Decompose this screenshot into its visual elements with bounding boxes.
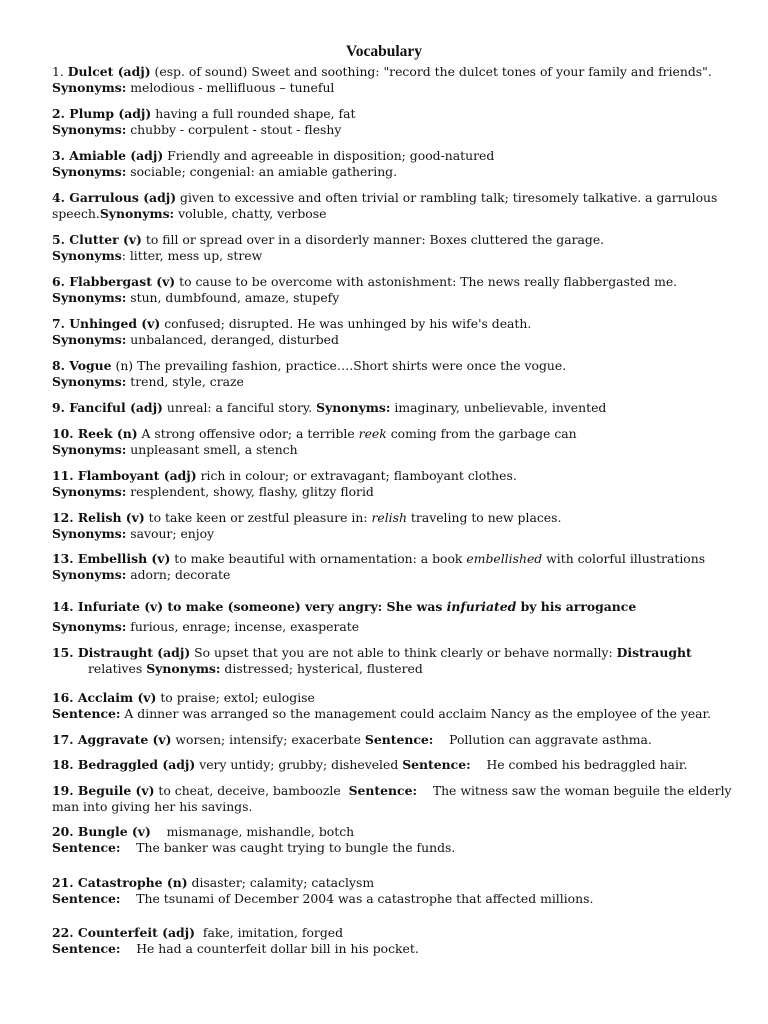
vocab-entry-relish: 12. Relish (v) to take keen or zestful pleasure in: relish traveling to new places. Synonyms: savour; enjoy xyxy=(52,510,562,541)
vocab-entry-amiable: 3. Amiable (adj) Friendly and agreeable in disposition; good-natured Synonyms: sociable; congenial: an amiable gathering. xyxy=(52,148,495,179)
vocab-entry-dulcet: 1. Dulcet (adj) (esp. of sound) Sweet and soothing: "record the dulcet tones of your family and friends". Synonyms: melodious - mellifluous – tuneful xyxy=(52,64,712,95)
vocab-entry-unhinged: 7. Unhinged (v) confused; disrupted. He was unhinged by his wife's death. Synonyms: unbalanced, deranged, disturbed xyxy=(52,316,532,347)
vocab-entry-bedraggled: 18. Bedraggled (adj) very untidy; grubby; disheveled Sentence: He combed his bedraggled hair. xyxy=(52,757,688,772)
vocab-entry-beguile: 19. Beguile (v) to cheat, deceive, bamboozle Sentence: The witness saw the woman beguile the elderly man into giving her his savings. xyxy=(52,783,732,814)
vocab-entry-counterfeit: 22. Counterfeit (adj) fake, imitation, forged Sentence: He had a counterfeit dollar bill in his pocket. xyxy=(52,925,419,956)
vocab-entry-clutter: 5. Clutter (v) to fill or spread over in a disorderly manner: Boxes cluttered the garage. Synonyms: litter, mess up, strew xyxy=(52,232,605,263)
vocab-entry-vogue: 8. Vogue (n) The prevailing fashion, practice….Short shirts were once the vogue. Synonyms: trend, style, craze xyxy=(52,358,567,389)
vocab-entry-flabbergast: 6. Flabbergast (v) to cause to be overcome with astonishment: The news really flabbergasted me. Synonyms: stun, dumbfound, amaze, stupefy xyxy=(52,274,678,305)
vocab-entry-aggravate: 17. Aggravate (v) worsen; intensify; exacerbate Sentence: Pollution can aggravate asthma. xyxy=(52,732,652,747)
vocab-entry-acclaim: 16. Acclaim (v) to praise; extol; eulogise Sentence: A dinner was arranged so the management could acclaim Nancy as the employee of the year. xyxy=(52,690,712,721)
page-title: Vocabulary xyxy=(345,43,423,60)
vocab-entry-bungle: 20. Bungle (v) mismanage, mishandle, botch Sentence: The banker was caught trying to bungle the funds. xyxy=(52,824,456,855)
vocab-entry-reek: 10. Reek (n) A strong offensive odor; a terrible reek coming from the garbage can Synonyms: unpleasant smell, a stench xyxy=(52,426,577,457)
vocab-entry-flamboyant: 11. Flamboyant (adj) rich in colour; or extravagant; flamboyant clothes. Synonyms: resplendent, showy, flashy, glitzy florid xyxy=(52,468,517,499)
vocab-entry-catastrophe: 21. Catastrophe (n) disaster; calamity; cataclysm Sentence: The tsunami of December 2004 was a catastrophe that affected millions. xyxy=(52,875,594,906)
vocab-entry-garrulous: 4. Garrulous (adj) given to excessive and often trivial or rambling talk; tiresomely talkative. a garrulous speech.Synonyms: voluble, chatty, verbose xyxy=(52,190,718,221)
vocab-entry-fanciful: 9. Fanciful (adj) unreal: a fanciful story. Synonyms: imaginary, unbelievable, invented xyxy=(52,400,607,415)
vocab-entry-plump: 2. Plump (adj) having a full rounded shape, fat Synonyms: chubby - corpulent - stout - fleshy xyxy=(52,106,356,137)
vocab-entry-infuriate: 14. Infuriate (v) to make (someone) very angry: She was infuriated by his arrogance Synonyms: furious, enrage; incense, exasperate xyxy=(52,599,637,634)
vocab-entry-embellish: 13. Embellish (v) to make beautiful with ornamentation: a book embellished with colorful illustrations Synonyms: adorn; decorate xyxy=(52,551,706,582)
vocab-entry-distraught: 15. Distraught (adj) So upset that you are not able to think clearly or behave normally: Distraught relatives Synonyms: distressed; hysterical, flustered xyxy=(52,645,692,676)
